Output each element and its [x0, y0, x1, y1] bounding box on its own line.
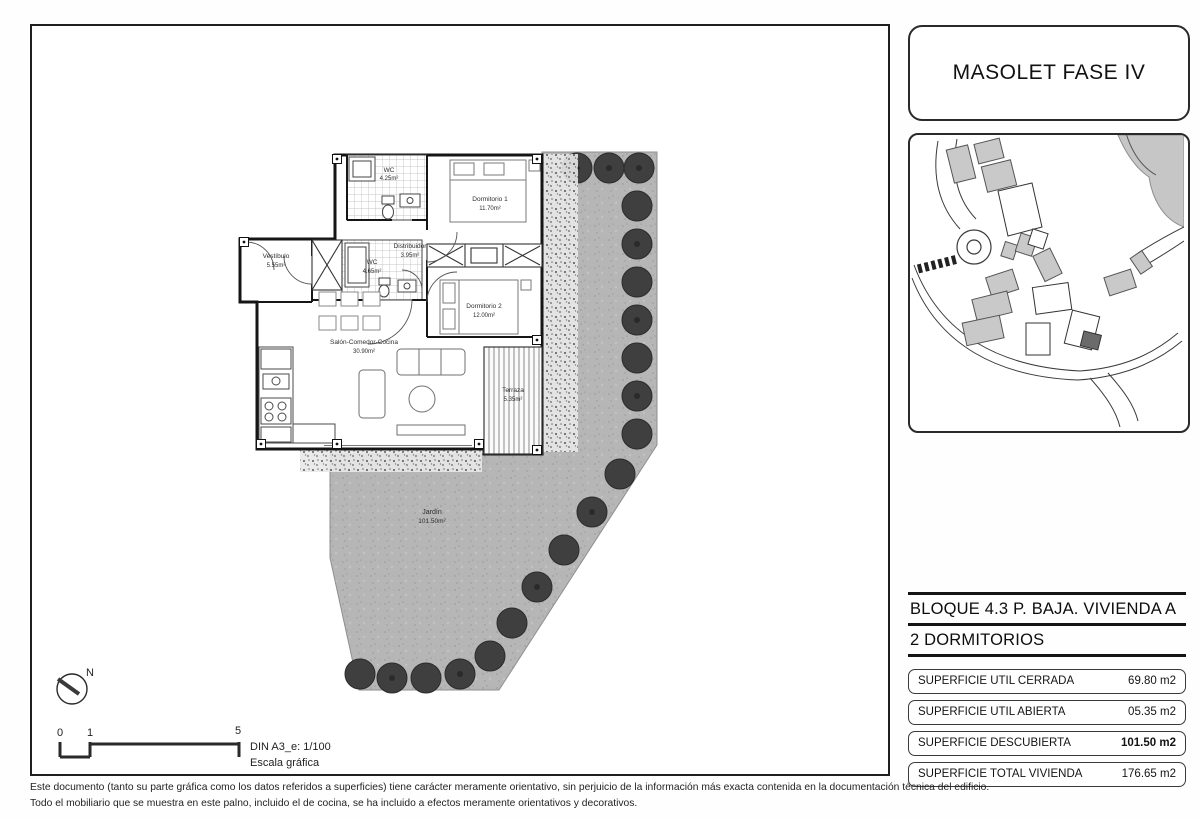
site-map-drawing [910, 135, 1184, 427]
project-title-box [908, 25, 1190, 121]
surface-value: 101.50 m2 [1121, 737, 1176, 749]
wc2-area: 4.65m² [362, 269, 382, 275]
jardin-name: Jardín [422, 509, 442, 516]
bedrooms-title: 2 DORMITORIOS [910, 631, 1045, 649]
wardrobe-band [427, 244, 542, 267]
dormitorio2-name: Dormitorio 2 [466, 303, 502, 310]
site-buildings-gray [946, 138, 1152, 346]
terraza-name: Terraza [502, 387, 524, 394]
vestibulo-area: 5.55m² [266, 263, 286, 269]
north-label: N [86, 667, 94, 679]
gravel-band-right [542, 154, 578, 452]
drawing-sheet [30, 24, 890, 776]
hall-closet [312, 240, 342, 290]
site-map-box [908, 133, 1190, 433]
surface-value: 05.35 m2 [1128, 706, 1176, 718]
surface-value: 176.65 m2 [1121, 768, 1176, 780]
striped-road [918, 259, 958, 269]
gravel-band-bottom [300, 450, 482, 472]
vegetation-area [1118, 135, 1184, 227]
surface-row-descubierta [908, 731, 1186, 756]
scale-tick-0: 0 [57, 727, 64, 739]
surface-label: SUPERFICIE UTIL ABIERTA [918, 706, 1066, 718]
surface-label: SUPERFICIE DESCUBIERTA [918, 737, 1071, 749]
scale-tick-1: 1 [87, 727, 94, 739]
project-title: MASOLET FASE IV [952, 61, 1146, 84]
apartment [240, 155, 543, 455]
salon-name: Salón-Comedor-Cocina [330, 339, 398, 346]
dormitorio1-area: 11.70m² [479, 206, 501, 212]
surface-label: SUPERFICIE UTIL CERRADA [918, 675, 1075, 687]
scale-tick-5: 5 [235, 725, 242, 737]
dormitorio1-name: Dormitorio 1 [472, 196, 508, 203]
disclaimer-line-1: Este documento (tanto su parte gráfica como los datos referidos a superficies) tiene carácter meramente orientativo, sin perjuicio de la información más exacta contenida en la documentación técnica del edificio. [30, 782, 990, 793]
scale-din-label: DIN A3_e: 1/100 [250, 741, 331, 753]
scale-caption: Escala gráfica [250, 757, 320, 769]
wc2-name: WC [366, 259, 378, 266]
terraza-area: 5.35m² [503, 397, 523, 403]
disclaimer-line-2: Todo el mobiliario que se muestra en este palno, incluido el de cocina, se ha incluido a efectos meramente orientativos y decorativos. [30, 797, 638, 809]
site-roads [912, 139, 1184, 427]
bed-dormitorio-1 [450, 160, 540, 222]
north-arrow-icon [57, 667, 94, 704]
rule-bottom [908, 654, 1186, 657]
wc1-area: 4.25m² [379, 176, 399, 182]
surface-label: SUPERFICIE TOTAL VIVIENDA [918, 768, 1083, 780]
dormitorio2-area: 12.00m² [472, 313, 496, 319]
surface-row-abierta [908, 700, 1186, 725]
vestibulo-name: Vestíbulo [262, 253, 290, 260]
distribuidor-area: 3.95m² [400, 253, 420, 259]
surface-value: 69.80 m2 [1128, 675, 1176, 687]
distribuidor-name: Distribuidor [393, 243, 427, 250]
wc1-name: WC [383, 167, 395, 174]
jardin-area: 101.50m² [418, 518, 446, 525]
scale-bar [57, 725, 331, 769]
surface-row-cerrada [908, 669, 1186, 694]
block-title: BLOQUE 4.3 P. BAJA. VIVIENDA A [910, 600, 1177, 618]
floor-plan-drawing [32, 26, 884, 770]
disclaimer [30, 780, 1190, 811]
roundabout [957, 230, 991, 264]
salon-area: 30.90m² [352, 349, 376, 355]
info-panel [908, 592, 1186, 787]
